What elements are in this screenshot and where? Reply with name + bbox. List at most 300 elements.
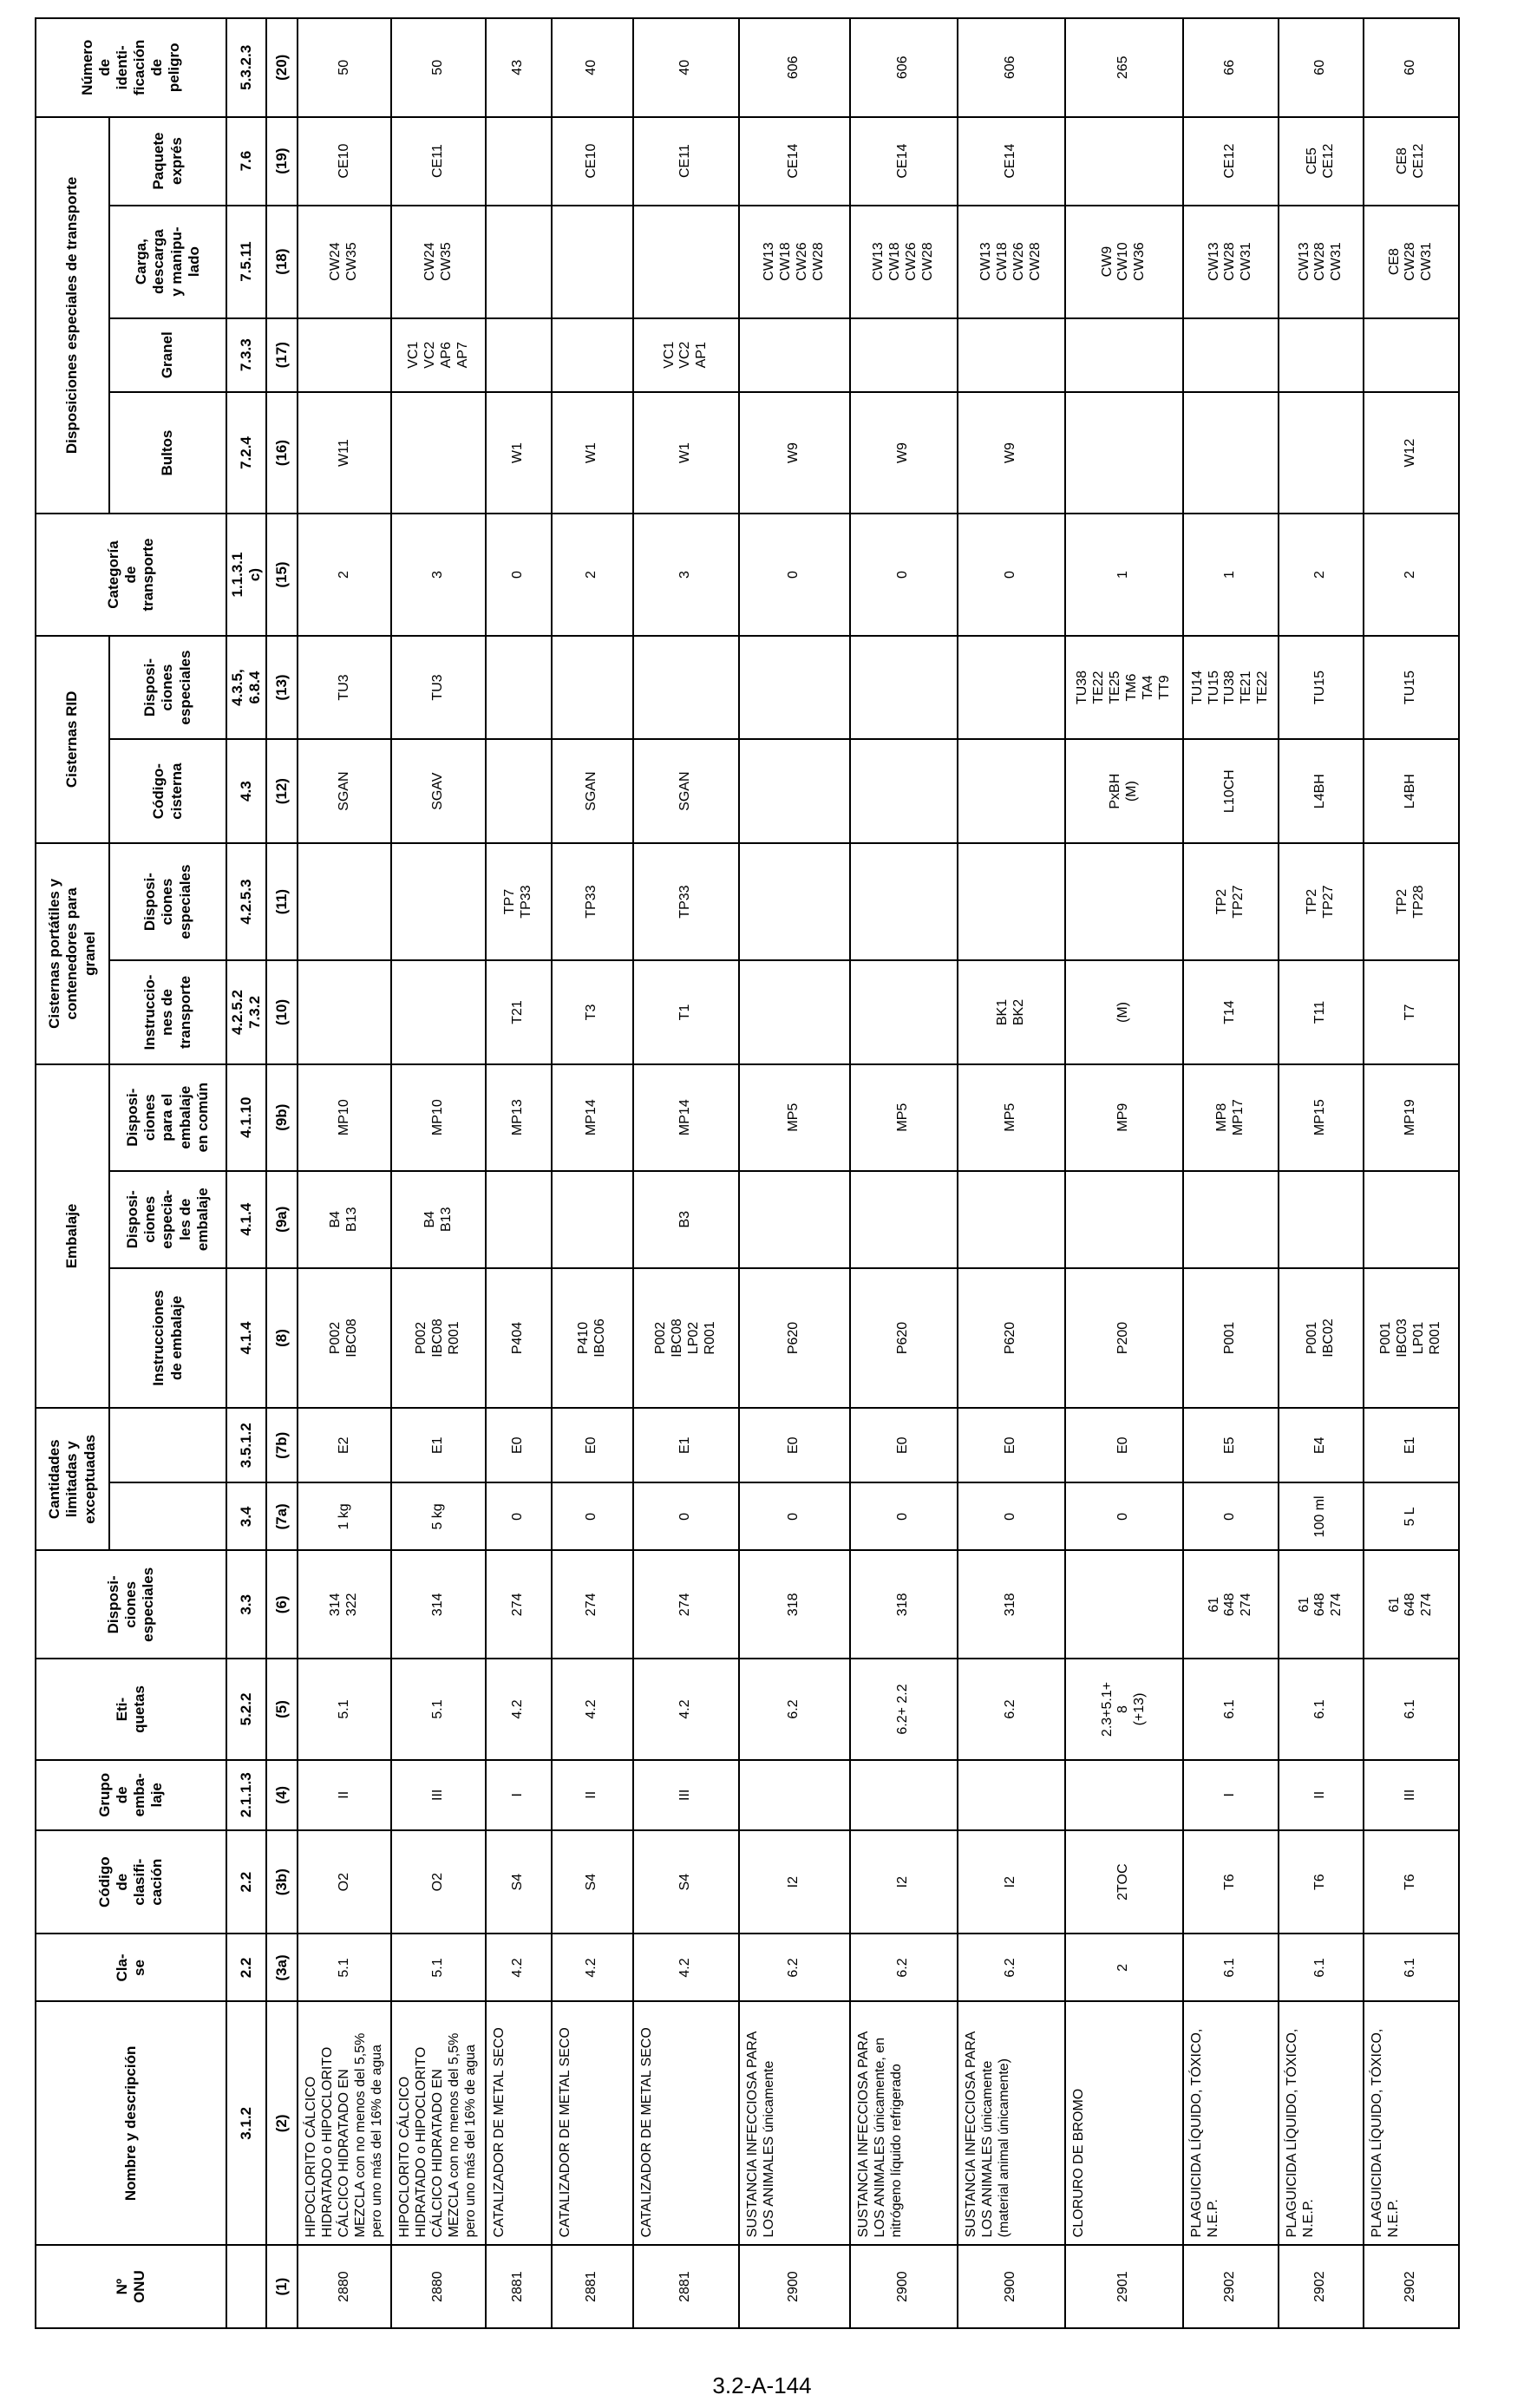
cell-carga: CW13 CW18 CW26 CW28 <box>850 206 958 318</box>
cell-cant-lim: 0 <box>739 1482 850 1550</box>
cell-disp-emb: B3 <box>633 1171 739 1268</box>
cell-instr-emb: P620 <box>850 1268 958 1408</box>
cell-disp-emb <box>486 1171 552 1268</box>
header-disp-comun: Disposi- ciones para el embalaje en común <box>109 1064 226 1171</box>
ref-cell: 4.2.5.3 <box>226 843 266 960</box>
cell-carga: CW24 CW35 <box>298 206 391 318</box>
header-disp-embalaje: Disposi- ciones especia- les de embalaje <box>109 1171 226 1268</box>
cell-granel <box>850 318 958 392</box>
column-number: (9a) <box>266 1171 298 1268</box>
cell-categoria: 3 <box>633 514 739 635</box>
rotated-table-container <box>35 17 1444 2329</box>
column-number: (4) <box>266 1760 298 1830</box>
cell-paquete: CE10 <box>552 117 633 206</box>
cell-instr-emb: P620 <box>739 1268 850 1408</box>
ref-cell: 3.4 <box>226 1482 266 1550</box>
cell-instr-emb: P002 IBC08 R001 <box>391 1268 485 1408</box>
cell-cant-lim: 0 <box>850 1482 958 1550</box>
ref-cell: 4.2.5.2 7.3.2 <box>226 960 266 1064</box>
cell-granel <box>1065 318 1183 392</box>
table-row <box>486 18 552 2328</box>
cell-onu: 2901 <box>1065 2245 1183 2328</box>
cell-onu: 2902 <box>1183 2245 1279 2328</box>
cell-carga: CW13 CW28 CW31 <box>1183 206 1279 318</box>
cell-instr-emb: P001 <box>1183 1268 1279 1408</box>
cell-disp-esp-cp <box>1065 843 1183 960</box>
header-instr-transporte: Instruccio- nes de transporte <box>109 960 226 1064</box>
cell-bultos: W9 <box>958 392 1065 514</box>
cell-cod-cisterna: PxBH (M) <box>1065 739 1183 843</box>
cell-instr-emb: P002 IBC08 <box>298 1268 391 1408</box>
cell-cod-cisterna <box>739 739 850 843</box>
table-row <box>850 18 958 2328</box>
cell-disp-emb: B4 B13 <box>391 1171 485 1268</box>
cell-instr-emb: P001 IBC03 LP01 R001 <box>1364 1268 1459 1408</box>
cell-nombre: SUSTANCIA INFECCIOSA PARA LOS ANIMALES únicamente (material animal únicamente) <box>958 2001 1065 2245</box>
cell-instr-transp: T3 <box>552 960 633 1064</box>
cell-categoria: 2 <box>1364 514 1459 635</box>
cell-peligro: 50 <box>298 18 391 117</box>
ref-cell <box>226 2245 266 2328</box>
cell-granel <box>958 318 1065 392</box>
cell-etiquetas: 5.1 <box>391 1659 485 1760</box>
cell-granel <box>552 318 633 392</box>
cell-granel: VC1 VC2 AP1 <box>633 318 739 392</box>
cell-instr-transp: T11 <box>1279 960 1364 1064</box>
cell-clase: 6.1 <box>1364 1934 1459 2001</box>
cell-disp-esp <box>1065 1550 1183 1659</box>
cell-codigo: I2 <box>739 1830 850 1934</box>
header-disp-esp-cisternas: Disposi- ciones especiales <box>109 843 226 960</box>
cell-paquete: CE11 <box>633 117 739 206</box>
cell-etiquetas: 6.2 <box>958 1659 1065 1760</box>
column-number: (5) <box>266 1659 298 1760</box>
cell-disp-esp: 61 648 274 <box>1364 1550 1459 1659</box>
header-peligro: Número de identi- ficación de peligro <box>36 18 226 117</box>
cell-disp-comun: MP5 <box>958 1064 1065 1171</box>
cell-carga: CW13 CW28 CW31 <box>1279 206 1364 318</box>
cell-cod-cisterna <box>958 739 1065 843</box>
cell-peligro: 606 <box>739 18 850 117</box>
cell-onu: 2900 <box>850 2245 958 2328</box>
cell-etiquetas: 4.2 <box>486 1659 552 1760</box>
cell-onu: 2880 <box>391 2245 485 2328</box>
cell-codigo: S4 <box>552 1830 633 1934</box>
cell-cant-lim: 100 ml <box>1279 1482 1364 1550</box>
cell-categoria: 2 <box>1279 514 1364 635</box>
cell-cod-cisterna <box>850 739 958 843</box>
cell-disp-esp: 61 648 274 <box>1279 1550 1364 1659</box>
column-number: (9b) <box>266 1064 298 1171</box>
cell-disp-esp-rid <box>850 636 958 740</box>
cell-nombre: CATALIZADOR DE METAL SECO <box>552 2001 633 2245</box>
cell-disp-esp: 274 <box>552 1550 633 1659</box>
cell-disp-esp-cp: TP7 TP33 <box>486 843 552 960</box>
cell-disp-emb <box>1065 1171 1183 1268</box>
header-onu: Nº ONU <box>36 2245 226 2328</box>
cell-clase: 4.2 <box>486 1934 552 2001</box>
cell-instr-transp: T21 <box>486 960 552 1064</box>
cell-disp-esp-rid <box>739 636 850 740</box>
cell-peligro: 50 <box>391 18 485 117</box>
cell-instr-transp: (M) <box>1065 960 1183 1064</box>
cell-granel <box>1364 318 1459 392</box>
cell-bultos: W9 <box>850 392 958 514</box>
column-number: (15) <box>266 514 298 635</box>
cell-bultos: W11 <box>298 392 391 514</box>
cell-categoria: 0 <box>486 514 552 635</box>
cell-disp-comun: MP14 <box>552 1064 633 1171</box>
cell-bultos: W1 <box>486 392 552 514</box>
cell-cant-exc: E0 <box>850 1408 958 1482</box>
cell-disp-esp: 61 648 274 <box>1183 1550 1279 1659</box>
cell-codigo: I2 <box>958 1830 1065 1934</box>
cell-cod-cisterna: SGAN <box>633 739 739 843</box>
cell-disp-comun: MP8 MP17 <box>1183 1064 1279 1171</box>
cell-instr-transp: BK1 BK2 <box>958 960 1065 1064</box>
cell-disp-esp: 318 <box>958 1550 1065 1659</box>
cell-etiquetas: 6.1 <box>1183 1659 1279 1760</box>
cell-paquete: CE14 <box>958 117 1065 206</box>
cell-codigo: T6 <box>1279 1830 1364 1934</box>
column-number: (11) <box>266 843 298 960</box>
cell-onu: 2881 <box>552 2245 633 2328</box>
cell-grupo: II <box>552 1760 633 1830</box>
cell-clase: 5.1 <box>298 1934 391 2001</box>
cell-cod-cisterna: L4BH <box>1364 739 1459 843</box>
ref-cell: 7.3.3 <box>226 318 266 392</box>
cell-cant-exc: E4 <box>1279 1408 1364 1482</box>
cell-cant-exc: E1 <box>1364 1408 1459 1482</box>
cell-cant-exc: E1 <box>633 1408 739 1482</box>
cell-disp-comun: MP5 <box>739 1064 850 1171</box>
cell-bultos: W12 <box>1364 392 1459 514</box>
header-granel: Granel <box>109 318 226 392</box>
cell-bultos <box>391 392 485 514</box>
header-carga: Carga, descarga y manipu- lado <box>109 206 226 318</box>
ref-cell: 3.3 <box>226 1550 266 1659</box>
cell-grupo: III <box>391 1760 485 1830</box>
cell-categoria: 0 <box>739 514 850 635</box>
cell-onu: 2900 <box>739 2245 850 2328</box>
cell-peligro: 43 <box>486 18 552 117</box>
column-number: (3b) <box>266 1830 298 1934</box>
cell-disp-esp-cp: TP2 TP27 <box>1183 843 1279 960</box>
cell-cod-cisterna: SGAV <box>391 739 485 843</box>
cell-cant-lim: 0 <box>633 1482 739 1550</box>
header-nombre: Nombre y descripción <box>36 2001 226 2245</box>
cell-grupo: III <box>633 1760 739 1830</box>
cell-grupo: III <box>1364 1760 1459 1830</box>
cell-clase: 5.1 <box>391 1934 485 2001</box>
table-row <box>1364 18 1459 2328</box>
ref-cell: 2.2 <box>226 1830 266 1934</box>
ref-cell: 2.1.1.3 <box>226 1760 266 1830</box>
cell-disp-esp-rid <box>552 636 633 740</box>
cell-onu: 2900 <box>958 2245 1065 2328</box>
cell-instr-emb: P620 <box>958 1268 1065 1408</box>
cell-etiquetas: 2.3+5.1+ 8 (+13) <box>1065 1659 1183 1760</box>
dangerous-goods-table <box>35 17 1460 2329</box>
cell-disp-esp-rid: TU15 <box>1364 636 1459 740</box>
cell-paquete: CE11 <box>391 117 485 206</box>
cell-carga: CW13 CW18 CW26 CW28 <box>739 206 850 318</box>
cell-carga <box>486 206 552 318</box>
cell-disp-esp-cp: TP33 <box>633 843 739 960</box>
cell-nombre: CATALIZADOR DE METAL SECO <box>633 2001 739 2245</box>
column-number: (18) <box>266 206 298 318</box>
cell-cod-cisterna: SGAN <box>298 739 391 843</box>
cell-nombre: SUSTANCIA INFECCIOSA PARA LOS ANIMALES únicamente <box>739 2001 850 2245</box>
cell-carga: CE8 CW28 CW31 <box>1364 206 1459 318</box>
ref-cell: 3.1.2 <box>226 2001 266 2245</box>
cell-peligro: 606 <box>850 18 958 117</box>
cell-granel <box>1279 318 1364 392</box>
cell-carga <box>633 206 739 318</box>
cell-cant-lim: 0 <box>1065 1482 1183 1550</box>
cell-instr-emb: P404 <box>486 1268 552 1408</box>
ref-cell: 3.5.1.2 <box>226 1408 266 1482</box>
cell-etiquetas: 6.2+ 2.2 <box>850 1659 958 1760</box>
column-number: (13) <box>266 636 298 740</box>
cell-paquete: CE10 <box>298 117 391 206</box>
header-categoria: Categoría de transporte <box>36 514 226 635</box>
cell-categoria: 3 <box>391 514 485 635</box>
column-number: (7a) <box>266 1482 298 1550</box>
cell-cant-exc: E0 <box>1065 1408 1183 1482</box>
cell-cant-lim: 0 <box>552 1482 633 1550</box>
cell-instr-transp <box>298 960 391 1064</box>
cell-clase: 6.2 <box>850 1934 958 2001</box>
cell-disp-emb <box>552 1171 633 1268</box>
cell-cant-lim: 5 kg <box>391 1482 485 1550</box>
cell-cant-lim: 0 <box>1183 1482 1279 1550</box>
header-paquete: Paquete exprés <box>109 117 226 206</box>
cell-cant-exc: E0 <box>739 1408 850 1482</box>
page-number: 3.2-A-144 <box>712 2372 812 2398</box>
cell-categoria: 1 <box>1065 514 1183 635</box>
cell-grupo <box>739 1760 850 1830</box>
cell-disp-comun: MP10 <box>391 1064 485 1171</box>
cell-bultos: W1 <box>633 392 739 514</box>
cell-disp-comun: MP13 <box>486 1064 552 1171</box>
cell-carga: CW13 CW18 CW26 CW28 <box>958 206 1065 318</box>
cell-grupo: I <box>1183 1760 1279 1830</box>
cell-cod-cisterna: L10CH <box>1183 739 1279 843</box>
cell-nombre: CATALIZADOR DE METAL SECO <box>486 2001 552 2245</box>
column-number: (10) <box>266 960 298 1064</box>
cell-bultos: W1 <box>552 392 633 514</box>
cell-cant-lim: 0 <box>486 1482 552 1550</box>
cell-disp-esp: 274 <box>486 1550 552 1659</box>
cell-granel <box>298 318 391 392</box>
header-clase: Cla- se <box>36 1934 226 2001</box>
cell-disp-comun: MP9 <box>1065 1064 1183 1171</box>
cell-nombre: PLAGUICIDA LÍQUIDO, TÓXICO, N.E.P. <box>1279 2001 1364 2245</box>
ref-cell: 2.2 <box>226 1934 266 2001</box>
cell-granel <box>739 318 850 392</box>
cell-disp-esp-rid: TU3 <box>298 636 391 740</box>
ref-cell: 5.2.2 <box>226 1659 266 1760</box>
cell-disp-emb <box>1183 1171 1279 1268</box>
header-cantidades: Cantidades limitadas y exceptuadas <box>36 1408 109 1550</box>
cell-carga <box>552 206 633 318</box>
cell-nombre: SUSTANCIA INFECCIOSA PARA LOS ANIMALES únicamente, en nitrógeno líquido refrigerado <box>850 2001 958 2245</box>
header-disposiciones-especiales: Disposi- ciones especiales <box>36 1550 226 1659</box>
cell-grupo: II <box>298 1760 391 1830</box>
cell-disp-esp: 274 <box>633 1550 739 1659</box>
cell-disp-esp-rid: TU14 TU15 TU38 TE21 TE22 <box>1183 636 1279 740</box>
cell-disp-esp-cp <box>739 843 850 960</box>
cell-codigo: S4 <box>486 1830 552 1934</box>
column-number: (17) <box>266 318 298 392</box>
column-number: (3a) <box>266 1934 298 2001</box>
ref-cell: 5.3.2.3 <box>226 18 266 117</box>
cell-paquete: CE8 CE12 <box>1364 117 1459 206</box>
cell-instr-emb: P001 IBC02 <box>1279 1268 1364 1408</box>
column-number: (6) <box>266 1550 298 1659</box>
ref-cell: 7.6 <box>226 117 266 206</box>
cell-etiquetas: 6.2 <box>739 1659 850 1760</box>
cell-disp-emb <box>739 1171 850 1268</box>
cell-cant-exc: E0 <box>486 1408 552 1482</box>
cell-disp-esp-rid <box>958 636 1065 740</box>
cell-peligro: 40 <box>633 18 739 117</box>
cell-paquete <box>486 117 552 206</box>
cell-disp-esp: 314 <box>391 1550 485 1659</box>
cell-nombre: HIPOCLORITO CÁLCICO HIDRATADO o HIPOCLORITO CÁLCICO HIDRATADO EN MEZCLA con no menos del 5,5% pero uno más del 16% de agua <box>298 2001 391 2245</box>
cell-disp-esp-cp <box>391 843 485 960</box>
cell-cant-lim: 5 L <box>1364 1482 1459 1550</box>
ref-cell: 7.5.11 <box>226 206 266 318</box>
cell-cant-exc: E0 <box>958 1408 1065 1482</box>
cell-disp-comun: MP19 <box>1364 1064 1459 1171</box>
cell-disp-comun: MP5 <box>850 1064 958 1171</box>
column-number: (7b) <box>266 1408 298 1482</box>
table-row <box>633 18 739 2328</box>
ref-cell: 4.1.10 <box>226 1064 266 1171</box>
cell-disp-emb <box>1279 1171 1364 1268</box>
cell-disp-esp-rid: TU15 <box>1279 636 1364 740</box>
cell-paquete: CE5 CE12 <box>1279 117 1364 206</box>
cell-onu: 2881 <box>633 2245 739 2328</box>
column-number: (19) <box>266 117 298 206</box>
cell-codigo: I2 <box>850 1830 958 1934</box>
table-row <box>739 18 850 2328</box>
cell-grupo: I <box>486 1760 552 1830</box>
column-number: (1) <box>266 2245 298 2328</box>
header-cisternas-portatiles: Cisternas portátiles y contenedores para granel <box>36 843 109 1064</box>
cell-granel <box>486 318 552 392</box>
cell-cant-lim: 0 <box>958 1482 1065 1550</box>
cell-disp-esp: 318 <box>739 1550 850 1659</box>
cell-cant-exc: E1 <box>391 1408 485 1482</box>
cell-disp-esp-cp <box>850 843 958 960</box>
column-number: (12) <box>266 739 298 843</box>
header-bultos: Bultos <box>109 392 226 514</box>
cell-instr-transp <box>850 960 958 1064</box>
cell-disp-esp-cp <box>958 843 1065 960</box>
header-disp-transporte: Disposiciones especiales de transporte <box>36 117 109 514</box>
cell-disp-esp-cp: TP33 <box>552 843 633 960</box>
cell-clase: 2 <box>1065 1934 1183 2001</box>
column-number: (20) <box>266 18 298 117</box>
cell-categoria: 2 <box>298 514 391 635</box>
cell-codigo: 2TOC <box>1065 1830 1183 1934</box>
ref-cell: 7.2.4 <box>226 392 266 514</box>
cell-onu: 2880 <box>298 2245 391 2328</box>
cell-etiquetas: 4.2 <box>633 1659 739 1760</box>
table-row <box>552 18 633 2328</box>
cell-cod-cisterna <box>486 739 552 843</box>
cell-disp-esp: 314 322 <box>298 1550 391 1659</box>
cell-disp-esp-cp: TP2 TP28 <box>1364 843 1459 960</box>
cell-instr-emb: P002 IBC08 LP02 R001 <box>633 1268 739 1408</box>
cell-cod-cisterna: SGAN <box>552 739 633 843</box>
cell-bultos: W9 <box>739 392 850 514</box>
cell-cant-exc: E5 <box>1183 1408 1279 1482</box>
table-row <box>391 18 485 2328</box>
cell-granel: VC1 VC2 AP6 AP7 <box>391 318 485 392</box>
cell-disp-comun: MP14 <box>633 1064 739 1171</box>
header-embalaje: Embalaje <box>36 1064 109 1408</box>
cell-codigo: O2 <box>298 1830 391 1934</box>
cell-disp-esp-cp: TP2 TP27 <box>1279 843 1364 960</box>
cell-disp-esp: 318 <box>850 1550 958 1659</box>
header-codigo: Código de clasifi- cación <box>36 1830 226 1934</box>
cell-instr-transp <box>739 960 850 1064</box>
cell-nombre: CLORURO DE BROMO <box>1065 2001 1183 2245</box>
cell-paquete: CE12 <box>1183 117 1279 206</box>
cell-clase: 4.2 <box>633 1934 739 2001</box>
cell-onu: 2881 <box>486 2245 552 2328</box>
cell-instr-emb: P200 <box>1065 1268 1183 1408</box>
cell-instr-transp: T7 <box>1364 960 1459 1064</box>
cell-peligro: 66 <box>1183 18 1279 117</box>
cell-cant-exc: E0 <box>552 1408 633 1482</box>
cell-categoria: 0 <box>850 514 958 635</box>
table-row <box>1065 18 1183 2328</box>
cell-granel <box>1183 318 1279 392</box>
cell-codigo: S4 <box>633 1830 739 1934</box>
ref-cell: 4.3 <box>226 739 266 843</box>
header-cant-exceptuadas <box>109 1408 226 1482</box>
cell-disp-comun: MP15 <box>1279 1064 1364 1171</box>
cell-peligro: 606 <box>958 18 1065 117</box>
cell-categoria: 2 <box>552 514 633 635</box>
cell-clase: 6.1 <box>1183 1934 1279 2001</box>
cell-codigo: O2 <box>391 1830 485 1934</box>
cell-grupo <box>958 1760 1065 1830</box>
cell-bultos <box>1065 392 1183 514</box>
header-cisternas-rid: Cisternas RID <box>36 636 109 843</box>
cell-peligro: 40 <box>552 18 633 117</box>
cell-grupo <box>850 1760 958 1830</box>
cell-etiquetas: 4.2 <box>552 1659 633 1760</box>
cell-nombre: PLAGUICIDA LÍQUIDO, TÓXICO, N.E.P. <box>1183 2001 1279 2245</box>
cell-disp-esp-cp <box>298 843 391 960</box>
ref-cell: 4.3.5, 6.8.4 <box>226 636 266 740</box>
cell-disp-emb <box>1364 1171 1459 1268</box>
cell-disp-esp-rid: TU3 <box>391 636 485 740</box>
table-row <box>1183 18 1279 2328</box>
cell-cant-exc: E2 <box>298 1408 391 1482</box>
cell-peligro: 265 <box>1065 18 1183 117</box>
cell-instr-emb: P410 IBC06 <box>552 1268 633 1408</box>
cell-categoria: 0 <box>958 514 1065 635</box>
cell-etiquetas: 5.1 <box>298 1659 391 1760</box>
header-instr-embalaje: Instrucciones de embalaje <box>109 1268 226 1408</box>
